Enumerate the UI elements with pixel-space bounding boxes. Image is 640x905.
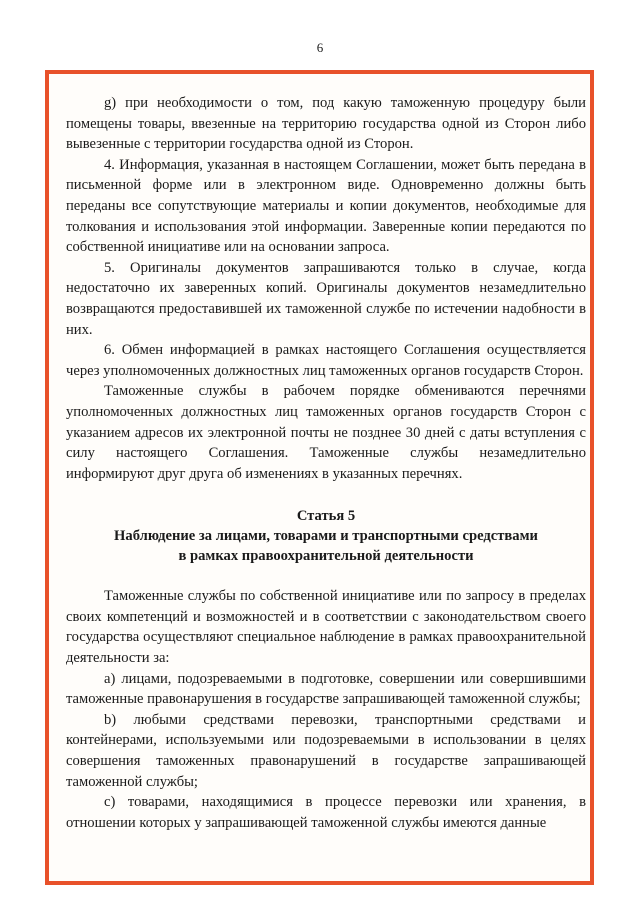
article-heading	[66, 506, 586, 566]
article-number: Статья 5	[296, 508, 356, 525]
document-body	[66, 93, 586, 833]
paragraph-g: g) при необходимости о том, под какую таможенную процедуру были помещены товары, ввезенные на территорию государства одной из Сторон либо вывезенные с территории государства одной из Сторон.	[66, 95, 586, 153]
paragraph-article5-b: b) любыми средствами перевозки, транспортными средствами и контейнерами, используемыми или подозреваемыми в использовании в целях совершения таможенных правонарушений в государстве запрашивающей таможенной службы;	[66, 711, 586, 790]
paragraph-article5-c: с) товарами, находящимися в процессе перевозки или хранения, в отношении которых у запрашивающей таможенной службы имеются данные	[66, 794, 586, 831]
article-title-line-1: Наблюдение за лицами, товарами и транспортными средствами	[114, 528, 538, 545]
paragraph-6: 6. Обмен информацией в рамках настоящего Соглашения осуществляется через уполномоченных должностных лиц таможенных органов государств Сторон.	[66, 342, 586, 379]
paragraph-6-continued: Таможенные службы в рабочем порядке обмениваются перечнями уполномоченных должностных лиц таможенных органов государств Сторон с указанием адресов их электронной почты не позднее 30 дней с даты вступления с силу настоящего Соглашения. Таможенные службы незамедлительно информируют друг друга об изменениях в указанных перечнях.	[66, 383, 586, 482]
paragraph-4: 4. Информация, указанная в настоящем Соглашении, может быть передана в письменной форме или в электронном виде. Одновременно должны быть переданы все сопутствующие материалы и копии документов, необходимые для толкования и использования этой информации. Заверенные копии передаются по собственной инициативе или на основании запроса.	[66, 156, 586, 256]
paragraph-article5-a: а) лицами, подозреваемыми в подготовке, совершении или совершившими таможенные правонарушения в государстве запрашивающей таможенной службы;	[66, 670, 586, 708]
page-number: 6	[316, 40, 324, 55]
paragraph-5: 5. Оригиналы документов запрашиваются только в случае, когда недостаточно их заверенных копий. Оригиналы документов незамедлительно возвращаются предоставившей их таможенной службе по истечении надобности в них.	[66, 259, 586, 338]
article-title-line-2: в рамках правоохранительной деятельности	[178, 548, 474, 565]
paragraph-article5-intro: Таможенные службы по собственной инициативе или по запросу в пределах своих компетенций и возможностей и в соответствии с законодательством своего государства осуществляют специальное наблюдение в рамках правоохранительной деятельности за:	[66, 588, 586, 667]
